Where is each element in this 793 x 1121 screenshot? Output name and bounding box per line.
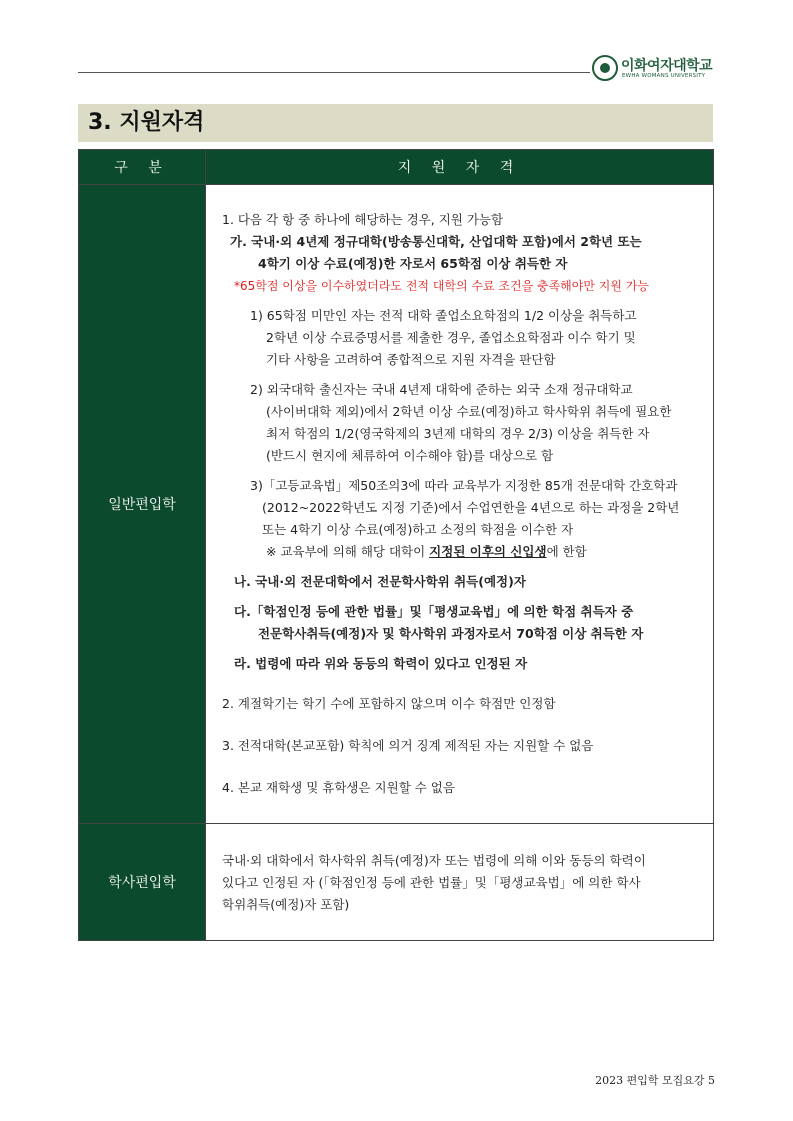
table-row-bachelor bbox=[79, 824, 714, 941]
header-eligibility: 지 원 자 격 bbox=[206, 150, 714, 185]
category-general-transfer: 일반편입학 bbox=[79, 185, 206, 824]
bachelor-line2: 있다고 인정된 자 (「학점인정 등에 관한 법률」및「평생교육법」에 의한 학사 bbox=[222, 875, 641, 890]
sub-1-line2: 2학년 이상 수료증명서를 제출한 경우, 졸업소요학점과 이수 학기 및 bbox=[266, 330, 636, 345]
item-da-line1: 다.「학점인정 등에 관한 법률」및「평생교육법」에 의한 학점 취득자 중 bbox=[234, 604, 634, 619]
item-ga-line2: 4학기 이상 수료(예정)한 자로서 65학점 이상 취득한 자 bbox=[258, 256, 568, 271]
table-row-general bbox=[79, 185, 714, 824]
item-ga-note: *65학점 이상을 이수하였더라도 전적 대학의 수료 조건을 충족해야만 지원 가능 bbox=[234, 279, 649, 293]
general-eligibility-cell bbox=[206, 185, 714, 824]
item-ra: 라. 법령에 따라 위와 동등의 학력이 있다고 인정된 자 bbox=[234, 656, 528, 671]
sub-3-line3: 또는 4학기 이상 수료(예정)하고 소정의 학점을 이수한 자 bbox=[262, 522, 574, 537]
sub-2-line1: 2) 외국대학 출신자는 국내 4년제 대학에 준하는 외국 소재 정규대학교 bbox=[250, 382, 633, 397]
sub-3-note bbox=[222, 541, 713, 563]
item-na: 나. 국내·외 전문대학에서 전문학사학위 취득(예정)자 bbox=[234, 574, 526, 589]
bachelor-eligibility-cell bbox=[206, 824, 714, 941]
item-ga-line1: 가. 국내·외 4년제 정규대학(방송통신대학, 산업대학 포함)에서 2학년 또는 bbox=[230, 234, 642, 249]
university-emblem-icon bbox=[592, 55, 618, 81]
eligibility-table bbox=[78, 149, 714, 941]
university-logo bbox=[592, 55, 722, 85]
sub-3-note-underlined: 지정된 이후의 신입생 bbox=[429, 544, 547, 559]
sub-2-line3: 최저 학점의 1/2(영국학제의 3년제 대학의 경우 2/3) 이상을 취득한 자 bbox=[266, 426, 650, 441]
sub-1-line3: 기타 사항을 고려하여 종합적으로 지원 자격을 판단함 bbox=[266, 352, 556, 367]
item-4: 4. 본교 재학생 및 휴학생은 지원할 수 없음 bbox=[222, 780, 455, 795]
page-footer: 2023 편입학 모집요강 5 bbox=[595, 1074, 715, 1087]
category-bachelor-transfer: 학사편입학 bbox=[79, 824, 206, 941]
header-category: 구 분 bbox=[79, 150, 206, 185]
sub-2-line2: (사이버대학 제외)에서 2학년 이상 수료(예정)하고 학사학위 취득에 필요한 bbox=[266, 404, 672, 419]
university-name-kr: 이화여자대학교 bbox=[621, 58, 713, 74]
sub-3-note-pre: ※ 교육부에 의해 해당 대학이 bbox=[266, 544, 430, 559]
sub-3-note-post: 에 한함 bbox=[546, 544, 587, 559]
section-title: 3. 지원자격 bbox=[78, 104, 713, 142]
sub-3-line1: 3)「고등교육법」제50조의3에 따라 교육부가 지정한 85개 전문대학 간호학과 bbox=[250, 478, 678, 493]
header-rule bbox=[78, 72, 590, 73]
university-name-en: EWHA WOMANS UNIVERSITY bbox=[622, 73, 706, 79]
sub-2-line4: (반드시 현지에 체류하여 이수해야 함)를 대상으로 함 bbox=[266, 448, 554, 463]
item-2: 2. 계절학기는 학기 수에 포함하지 않으며 이수 학점만 인정함 bbox=[222, 696, 556, 711]
item-da-line2: 전문학사취득(예정)자 및 학사학위 과정자로서 70학점 이상 취득한 자 bbox=[258, 626, 644, 641]
table-header-row bbox=[79, 150, 714, 185]
bachelor-line1: 국내·외 대학에서 학사학위 취득(예정)자 또는 법령에 의해 이와 동등의 학력이 bbox=[222, 853, 646, 868]
item-3: 3. 전적대학(본교포함) 학칙에 의거 징계 제적된 자는 지원할 수 없음 bbox=[222, 738, 594, 753]
sub-3-line2: (2012~2022학년도 지정 기준)에서 수업연한을 4년으로 하는 과정을 2학년 bbox=[262, 500, 680, 515]
sub-1-line1: 1) 65학점 미만인 자는 전적 대학 졸업소요학점의 1/2 이상을 취득하고 bbox=[250, 308, 637, 323]
item-1: 1. 다음 각 항 중 하나에 해당하는 경우, 지원 가능함 bbox=[222, 212, 504, 227]
bachelor-line3: 학위취득(예정)자 포함) bbox=[222, 897, 350, 912]
